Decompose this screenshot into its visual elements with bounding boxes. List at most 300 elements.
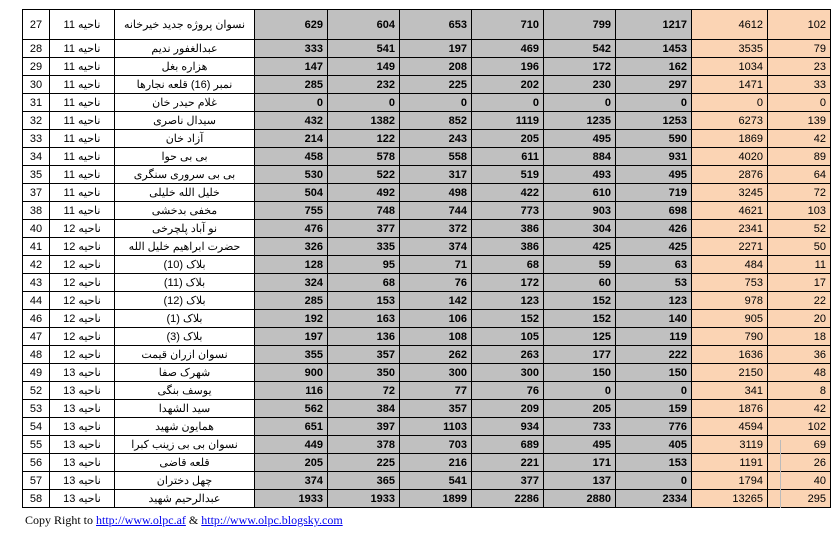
value-cell: 150 — [544, 364, 616, 382]
school-name-cell: حضرت ابراهیم خلیل الله — [115, 238, 255, 256]
value-cell: 541 — [400, 472, 472, 490]
table-body — [23, 10, 831, 508]
table-row — [23, 256, 831, 274]
school-name-cell: یوسف بنگی — [115, 382, 255, 400]
total-cell: 790 — [692, 328, 768, 346]
value-cell: 432 — [255, 112, 328, 130]
value-cell: 324 — [255, 274, 328, 292]
copyright-text: Copy Right to — [25, 513, 97, 527]
total-cell: 2271 — [692, 238, 768, 256]
district-cell: ناحیه 11 — [50, 184, 115, 202]
district-cell: ناحیه 13 — [50, 436, 115, 454]
ratio-cell: 103 — [768, 202, 831, 220]
row-number-cell: 53 — [23, 400, 50, 418]
value-cell: 150 — [616, 364, 692, 382]
value-cell: 426 — [616, 220, 692, 238]
table-row — [23, 454, 831, 472]
value-cell: 542 — [544, 40, 616, 58]
ratio-cell: 26 — [768, 454, 831, 472]
row-number-cell: 28 — [23, 40, 50, 58]
value-cell: 221 — [472, 454, 544, 472]
value-cell: 374 — [400, 238, 472, 256]
value-cell: 68 — [328, 274, 400, 292]
value-cell: 197 — [255, 328, 328, 346]
value-cell: 123 — [472, 292, 544, 310]
ratio-cell: 102 — [768, 10, 831, 40]
value-cell: 504 — [255, 184, 328, 202]
total-cell: 3119 — [692, 436, 768, 454]
ratio-cell: 23 — [768, 58, 831, 76]
value-cell: 458 — [255, 148, 328, 166]
value-cell: 68 — [472, 256, 544, 274]
value-cell: 125 — [544, 328, 616, 346]
value-cell: 931 — [616, 148, 692, 166]
value-cell: 232 — [328, 76, 400, 94]
row-number-cell: 55 — [23, 436, 50, 454]
value-cell: 208 — [400, 58, 472, 76]
value-cell: 128 — [255, 256, 328, 274]
table-row — [23, 382, 831, 400]
total-cell: 1794 — [692, 472, 768, 490]
district-cell: ناحیه 12 — [50, 220, 115, 238]
value-cell: 350 — [328, 364, 400, 382]
value-cell: 172 — [472, 274, 544, 292]
value-cell: 285 — [255, 76, 328, 94]
value-cell: 710 — [472, 10, 544, 40]
value-cell: 1453 — [616, 40, 692, 58]
value-cell: 355 — [255, 346, 328, 364]
ratio-cell: 102 — [768, 418, 831, 436]
ratio-cell: 52 — [768, 220, 831, 238]
value-cell: 2880 — [544, 490, 616, 508]
value-cell: 136 — [328, 328, 400, 346]
ratio-cell: 40 — [768, 472, 831, 490]
olpc-af-link[interactable]: http://www.olpc.af — [96, 513, 186, 527]
value-cell: 95 — [328, 256, 400, 274]
total-cell: 484 — [692, 256, 768, 274]
ratio-cell: 48 — [768, 364, 831, 382]
value-cell: 425 — [544, 238, 616, 256]
row-number-cell: 34 — [23, 148, 50, 166]
ratio-cell: 22 — [768, 292, 831, 310]
value-cell: 469 — [472, 40, 544, 58]
table-row — [23, 418, 831, 436]
value-cell: 140 — [616, 310, 692, 328]
row-number-cell: 35 — [23, 166, 50, 184]
value-cell: 300 — [400, 364, 472, 382]
value-cell: 0 — [544, 382, 616, 400]
value-cell: 152 — [544, 292, 616, 310]
value-cell: 495 — [544, 436, 616, 454]
value-cell: 476 — [255, 220, 328, 238]
value-cell: 137 — [544, 472, 616, 490]
value-cell: 225 — [400, 76, 472, 94]
data-table — [22, 9, 831, 508]
value-cell: 76 — [400, 274, 472, 292]
value-cell: 122 — [328, 130, 400, 148]
value-cell: 1103 — [400, 418, 472, 436]
ratio-cell: 69 — [768, 436, 831, 454]
ratio-cell: 50 — [768, 238, 831, 256]
value-cell: 2334 — [616, 490, 692, 508]
school-name-cell: سید الشهدا — [115, 400, 255, 418]
school-name-cell: بلاک (1) — [115, 310, 255, 328]
total-cell: 6273 — [692, 112, 768, 130]
district-cell: ناحیه 12 — [50, 310, 115, 328]
value-cell: 209 — [472, 400, 544, 418]
district-cell: ناحیه 13 — [50, 490, 115, 508]
row-number-cell: 58 — [23, 490, 50, 508]
district-cell: ناحیه 11 — [50, 166, 115, 184]
value-cell: 852 — [400, 112, 472, 130]
table-row — [23, 76, 831, 94]
value-cell: 449 — [255, 436, 328, 454]
row-number-cell: 33 — [23, 130, 50, 148]
value-cell: 703 — [400, 436, 472, 454]
table-row — [23, 148, 831, 166]
district-cell: ناحیه 13 — [50, 418, 115, 436]
value-cell: 149 — [328, 58, 400, 76]
district-cell: ناحیه 11 — [50, 40, 115, 58]
school-name-cell: غلام حیدر خان — [115, 94, 255, 112]
table-row — [23, 184, 831, 202]
value-cell: 651 — [255, 418, 328, 436]
value-cell: 197 — [400, 40, 472, 58]
value-cell: 172 — [544, 58, 616, 76]
district-cell: ناحیه 13 — [50, 382, 115, 400]
value-cell: 196 — [472, 58, 544, 76]
table-row — [23, 94, 831, 112]
value-cell: 0 — [616, 382, 692, 400]
school-name-cell: سیدال ناصری — [115, 112, 255, 130]
ratio-cell: 36 — [768, 346, 831, 364]
total-cell: 2341 — [692, 220, 768, 238]
school-name-cell: نسوان بی بی زینب کبرا — [115, 436, 255, 454]
value-cell: 119 — [616, 328, 692, 346]
value-cell: 300 — [472, 364, 544, 382]
district-cell: ناحیه 11 — [50, 58, 115, 76]
value-cell: 357 — [400, 400, 472, 418]
ratio-cell: 42 — [768, 400, 831, 418]
school-name-cell: نسوان پروژه جدید خیرخانه — [115, 10, 255, 40]
total-cell: 978 — [692, 292, 768, 310]
district-cell: ناحیه 13 — [50, 454, 115, 472]
value-cell: 374 — [255, 472, 328, 490]
row-number-cell: 37 — [23, 184, 50, 202]
row-number-cell: 48 — [23, 346, 50, 364]
school-name-cell: مخفی بدخشی — [115, 202, 255, 220]
row-number-cell: 29 — [23, 58, 50, 76]
value-cell: 422 — [472, 184, 544, 202]
value-cell: 698 — [616, 202, 692, 220]
table-row — [23, 490, 831, 508]
district-cell: ناحیه 13 — [50, 364, 115, 382]
value-cell: 0 — [616, 472, 692, 490]
value-cell: 934 — [472, 418, 544, 436]
table-row — [23, 472, 831, 490]
value-cell: 76 — [472, 382, 544, 400]
value-cell: 230 — [544, 76, 616, 94]
value-cell: 297 — [616, 76, 692, 94]
value-cell: 386 — [472, 238, 544, 256]
total-cell: 1869 — [692, 130, 768, 148]
table-row — [23, 130, 831, 148]
value-cell: 142 — [400, 292, 472, 310]
school-name-cell: بی بی سروری سنگری — [115, 166, 255, 184]
table-row — [23, 436, 831, 454]
total-cell: 1191 — [692, 454, 768, 472]
ratio-cell: 42 — [768, 130, 831, 148]
school-name-cell: خلیل الله خلیلی — [115, 184, 255, 202]
total-cell: 3535 — [692, 40, 768, 58]
ratio-cell: 64 — [768, 166, 831, 184]
table-row — [23, 310, 831, 328]
value-cell: 222 — [616, 346, 692, 364]
total-cell: 3245 — [692, 184, 768, 202]
school-name-cell: بلاک (10) — [115, 256, 255, 274]
value-cell: 653 — [400, 10, 472, 40]
row-number-cell: 31 — [23, 94, 50, 112]
value-cell: 177 — [544, 346, 616, 364]
row-number-cell: 44 — [23, 292, 50, 310]
value-cell: 377 — [328, 220, 400, 238]
value-cell: 629 — [255, 10, 328, 40]
value-cell: 304 — [544, 220, 616, 238]
value-cell: 216 — [400, 454, 472, 472]
ratio-cell: 295 — [768, 490, 831, 508]
total-cell: 753 — [692, 274, 768, 292]
value-cell: 192 — [255, 310, 328, 328]
value-cell: 397 — [328, 418, 400, 436]
value-cell: 153 — [328, 292, 400, 310]
row-number-cell: 54 — [23, 418, 50, 436]
total-cell: 13265 — [692, 490, 768, 508]
total-cell: 2876 — [692, 166, 768, 184]
table-row — [23, 238, 831, 256]
value-cell: 162 — [616, 58, 692, 76]
district-cell: ناحیه 11 — [50, 130, 115, 148]
table-row — [23, 328, 831, 346]
table-row — [23, 274, 831, 292]
school-name-cell: بلاک (12) — [115, 292, 255, 310]
value-cell: 225 — [328, 454, 400, 472]
value-cell: 590 — [616, 130, 692, 148]
value-cell: 106 — [400, 310, 472, 328]
value-cell: 317 — [400, 166, 472, 184]
value-cell: 748 — [328, 202, 400, 220]
school-name-cell: آزاد خان — [115, 130, 255, 148]
value-cell: 333 — [255, 40, 328, 58]
school-name-cell: همایون شهید — [115, 418, 255, 436]
value-cell: 335 — [328, 238, 400, 256]
value-cell: 578 — [328, 148, 400, 166]
value-cell: 147 — [255, 58, 328, 76]
value-cell: 558 — [400, 148, 472, 166]
total-cell: 4594 — [692, 418, 768, 436]
value-cell: 522 — [328, 166, 400, 184]
ratio-cell: 33 — [768, 76, 831, 94]
value-cell: 243 — [400, 130, 472, 148]
ratio-cell: 72 — [768, 184, 831, 202]
row-number-cell: 47 — [23, 328, 50, 346]
value-cell: 541 — [328, 40, 400, 58]
district-cell: ناحیه 11 — [50, 112, 115, 130]
value-cell: 159 — [616, 400, 692, 418]
value-cell: 1382 — [328, 112, 400, 130]
value-cell: 372 — [400, 220, 472, 238]
value-cell: 495 — [544, 130, 616, 148]
copyright-footer — [25, 513, 343, 528]
ratio-cell: 18 — [768, 328, 831, 346]
total-cell: 1034 — [692, 58, 768, 76]
value-cell: 205 — [255, 454, 328, 472]
total-cell: 4621 — [692, 202, 768, 220]
ratio-cell: 11 — [768, 256, 831, 274]
total-cell: 905 — [692, 310, 768, 328]
value-cell: 425 — [616, 238, 692, 256]
value-cell: 171 — [544, 454, 616, 472]
value-cell: 123 — [616, 292, 692, 310]
value-cell: 0 — [616, 94, 692, 112]
total-cell: 1636 — [692, 346, 768, 364]
row-number-cell: 46 — [23, 310, 50, 328]
total-cell: 1471 — [692, 76, 768, 94]
value-cell: 405 — [616, 436, 692, 454]
value-cell: 0 — [255, 94, 328, 112]
value-cell: 262 — [400, 346, 472, 364]
value-cell: 378 — [328, 436, 400, 454]
value-cell: 152 — [544, 310, 616, 328]
row-number-cell: 49 — [23, 364, 50, 382]
value-cell: 492 — [328, 184, 400, 202]
value-cell: 60 — [544, 274, 616, 292]
school-name-cell: بلاک (3) — [115, 328, 255, 346]
ampersand-text: & — [185, 513, 202, 527]
value-cell: 1899 — [400, 490, 472, 508]
school-name-cell: بی بی حوا — [115, 148, 255, 166]
value-cell: 744 — [400, 202, 472, 220]
value-cell: 0 — [328, 94, 400, 112]
value-cell: 53 — [616, 274, 692, 292]
value-cell: 0 — [400, 94, 472, 112]
value-cell: 153 — [616, 454, 692, 472]
value-cell: 1933 — [328, 490, 400, 508]
value-cell: 1119 — [472, 112, 544, 130]
district-cell: ناحیه 12 — [50, 328, 115, 346]
table-row — [23, 400, 831, 418]
value-cell: 776 — [616, 418, 692, 436]
school-name-cell: چهل دختران — [115, 472, 255, 490]
value-cell: 493 — [544, 166, 616, 184]
row-number-cell: 43 — [23, 274, 50, 292]
row-number-cell: 38 — [23, 202, 50, 220]
district-cell: ناحیه 12 — [50, 292, 115, 310]
school-name-cell: عبدالرحیم شهید — [115, 490, 255, 508]
table-row — [23, 364, 831, 382]
row-number-cell: 30 — [23, 76, 50, 94]
ratio-cell: 139 — [768, 112, 831, 130]
value-cell: 530 — [255, 166, 328, 184]
value-cell: 1253 — [616, 112, 692, 130]
value-cell: 1933 — [255, 490, 328, 508]
table-row — [23, 40, 831, 58]
row-number-cell: 32 — [23, 112, 50, 130]
value-cell: 263 — [472, 346, 544, 364]
value-cell: 214 — [255, 130, 328, 148]
ratio-cell: 8 — [768, 382, 831, 400]
value-cell: 71 — [400, 256, 472, 274]
value-cell: 386 — [472, 220, 544, 238]
value-cell: 610 — [544, 184, 616, 202]
total-cell: 0 — [692, 94, 768, 112]
value-cell: 163 — [328, 310, 400, 328]
table-row — [23, 166, 831, 184]
table-row — [23, 346, 831, 364]
value-cell: 285 — [255, 292, 328, 310]
value-cell: 59 — [544, 256, 616, 274]
value-cell: 519 — [472, 166, 544, 184]
value-cell: 773 — [472, 202, 544, 220]
total-cell: 341 — [692, 382, 768, 400]
value-cell: 77 — [400, 382, 472, 400]
value-cell: 604 — [328, 10, 400, 40]
school-name-cell: نو آباد پلچرخی — [115, 220, 255, 238]
school-name-cell: نمبر (16) قلعه نجارها — [115, 76, 255, 94]
olpc-blogsky-link[interactable]: http://www.olpc.blogsky.com — [201, 513, 343, 527]
ratio-cell: 89 — [768, 148, 831, 166]
row-number-cell: 27 — [23, 10, 50, 40]
value-cell: 63 — [616, 256, 692, 274]
district-cell: ناحیه 13 — [50, 472, 115, 490]
value-cell: 719 — [616, 184, 692, 202]
value-cell: 0 — [472, 94, 544, 112]
value-cell: 0 — [544, 94, 616, 112]
value-cell: 202 — [472, 76, 544, 94]
district-cell: ناحیه 11 — [50, 148, 115, 166]
value-cell: 357 — [328, 346, 400, 364]
ratio-cell: 20 — [768, 310, 831, 328]
value-cell: 562 — [255, 400, 328, 418]
value-cell: 108 — [400, 328, 472, 346]
ratio-cell: 0 — [768, 94, 831, 112]
value-cell: 689 — [472, 436, 544, 454]
district-cell: ناحیه 11 — [50, 202, 115, 220]
row-number-cell: 52 — [23, 382, 50, 400]
value-cell: 611 — [472, 148, 544, 166]
school-name-cell: نسوان ازران قیمت — [115, 346, 255, 364]
table-row — [23, 292, 831, 310]
value-cell: 903 — [544, 202, 616, 220]
value-cell: 884 — [544, 148, 616, 166]
district-cell: ناحیه 13 — [50, 400, 115, 418]
row-number-cell: 57 — [23, 472, 50, 490]
total-cell: 4612 — [692, 10, 768, 40]
value-cell: 116 — [255, 382, 328, 400]
row-number-cell: 42 — [23, 256, 50, 274]
value-cell: 72 — [328, 382, 400, 400]
row-number-cell: 41 — [23, 238, 50, 256]
value-cell: 1235 — [544, 112, 616, 130]
ratio-cell: 79 — [768, 40, 831, 58]
value-cell: 495 — [616, 166, 692, 184]
district-cell: ناحیه 12 — [50, 346, 115, 364]
value-cell: 498 — [400, 184, 472, 202]
value-cell: 2286 — [472, 490, 544, 508]
sheet-gridline — [780, 440, 781, 508]
value-cell: 1217 — [616, 10, 692, 40]
value-cell: 365 — [328, 472, 400, 490]
value-cell: 152 — [472, 310, 544, 328]
